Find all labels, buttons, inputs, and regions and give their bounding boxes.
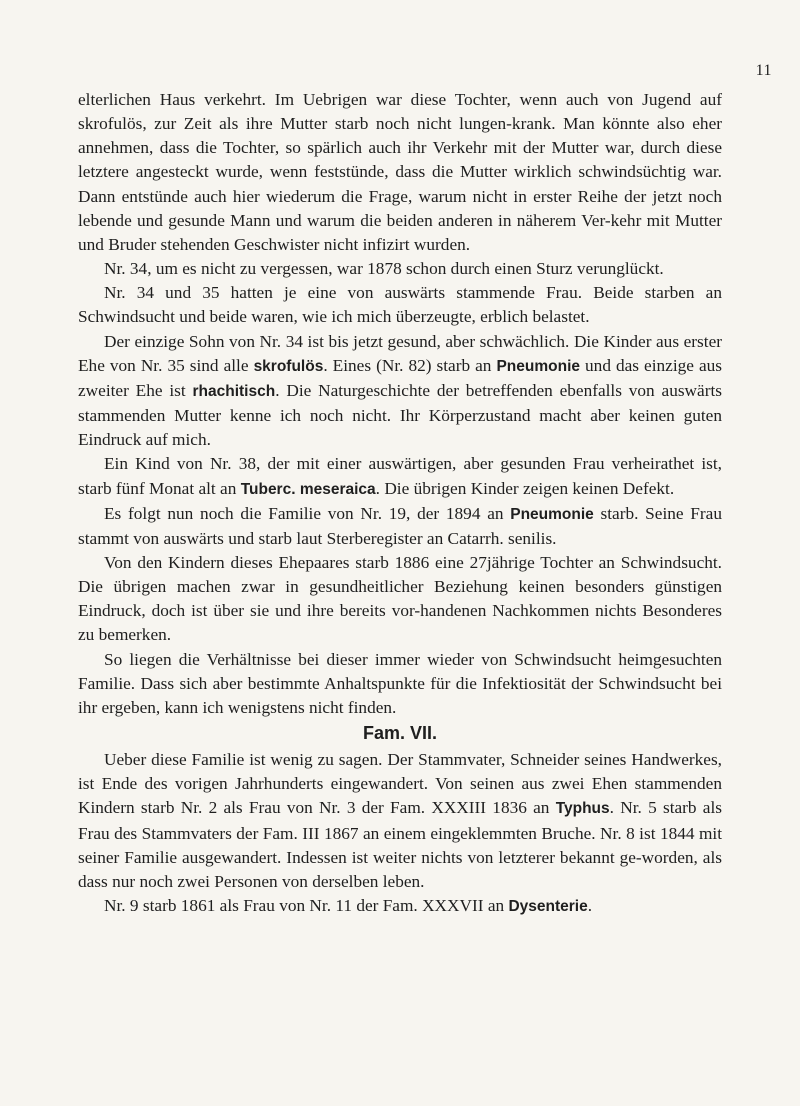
paragraph: Nr. 34, um es nicht zu vergessen, war 1878 schon durch einen Sturz verunglückt.: [104, 259, 664, 279]
paragraph: Von den Kindern dieses Ehepaares starb 1886 eine 27jährige Tochter an Schwindsucht. Die übrigen machen zwar in gesundheitlicher Beziehung keinen besonders günstigen Eindruck, doch ist über sie und ihre bereits vor-handenen Nachkommen nichts Besonderes zu bemerken.: [78, 552, 722, 645]
paragraph: Es folgt nun noch die Familie von Nr. 19, der 1894 an Pneumonie starb. Seine Frau stammt von auswärts und starb laut Sterberegister an Catarrh. senilis.: [78, 503, 722, 548]
paragraph: Nr. 9 starb 1861 als Frau von Nr. 11 der Fam. XXXVII an Dysenterie.: [104, 896, 593, 915]
page-number: 11: [755, 62, 772, 79]
paragraph: elterlichen Haus verkehrt. Im Uebrigen war diese Tochter, wenn auch von Jugend auf skrofulös, zur Zeit als ihre Mutter starb noch nicht lungen-krank. Man könnte also eher annehmen, dass die Tochter, so spärlich auch ihr Verkehr mit der Mutter war, durch diese letztere angesteckt wurde, wenn feststünde, dass die Mutter wirklich schwindsüchtig war. Dann entstünde auch hier wiederum die Frage, warum nicht in erster Reihe der jetzt noch lebende und gesunde Mann und warum die beiden anderen in näherem Ver-kehr mit Mutter und Bruder stehenden Geschwister nicht infizirt wurden.: [78, 90, 722, 254]
emphasis: rhachitisch: [192, 382, 276, 400]
body-text: [78, 88, 722, 919]
paragraph: Ein Kind von Nr. 38, der mit einer auswärtigen, aber gesunden Frau verheirathet ist, starb fünf Monat alt an Tuberc. meseraica. Die übrigen Kinder zeigen keinen Defekt.: [78, 454, 722, 498]
emphasis: Typhus: [555, 800, 610, 818]
section-heading: Fam. VII.: [362, 723, 438, 744]
paragraph: Nr. 34 und 35 hatten je eine von auswärts stammende Frau. Beide starben an Schwindsucht und beide waren, wie ich mich überzeugte, erblich belastet.: [78, 283, 722, 327]
paragraph: So liegen die Verhältnisse bei dieser immer wieder von Schwindsucht heimgesuchten Familie. Dass sich aber bestimmte Anhaltspunkte für die Infektiosität der Schwindsucht bei ihr ergeben, kann ich wenigstens nicht finden.: [78, 649, 722, 717]
paragraph: Der einzige Sohn von Nr. 34 ist bis jetzt gesund, aber schwächlich. Die Kinder aus erster Ehe von Nr. 35 sind alle skrofulös. Eines (Nr. 82) starb an Pneumonie und das einzige aus zweiter Ehe ist rhachitisch. Die Naturgeschichte der betreffenden ebenfalls von auswärts stammenden Mutter kenne ich noch nicht. Ihr Körperzustand macht aber keinen guten Eindruck auf mich.: [78, 331, 722, 450]
emphasis: Tuberc. meseraica: [240, 480, 376, 498]
emphasis: Pneumonie: [510, 505, 594, 523]
emphasis: Dysenterie: [508, 898, 588, 915]
paragraph: Ueber diese Familie ist wenig zu sagen. Der Stammvater, Schneider seines Handwerkes, ist Ende des vorigen Jahrhunderts eingewandert. Von seinen aus zwei Ehen stammenden Kindern starb Nr. 2 als Frau von Nr. 3 der Fam. XXXIII 1836 an Typhus. Nr. 5 starb als Frau des Stammvaters der Fam. III 1867 an einem eingeklemmten Bruche. Nr. 8 ist 1844 mit seiner Familie ausgewandert. Indessen ist weiter nichts von letzterer bekannt ge-worden, als dass nur noch zwei Personen von derselben leben.: [78, 750, 723, 891]
emphasis: skrofulös: [253, 357, 324, 375]
emphasis: Pneumonie: [496, 357, 581, 375]
